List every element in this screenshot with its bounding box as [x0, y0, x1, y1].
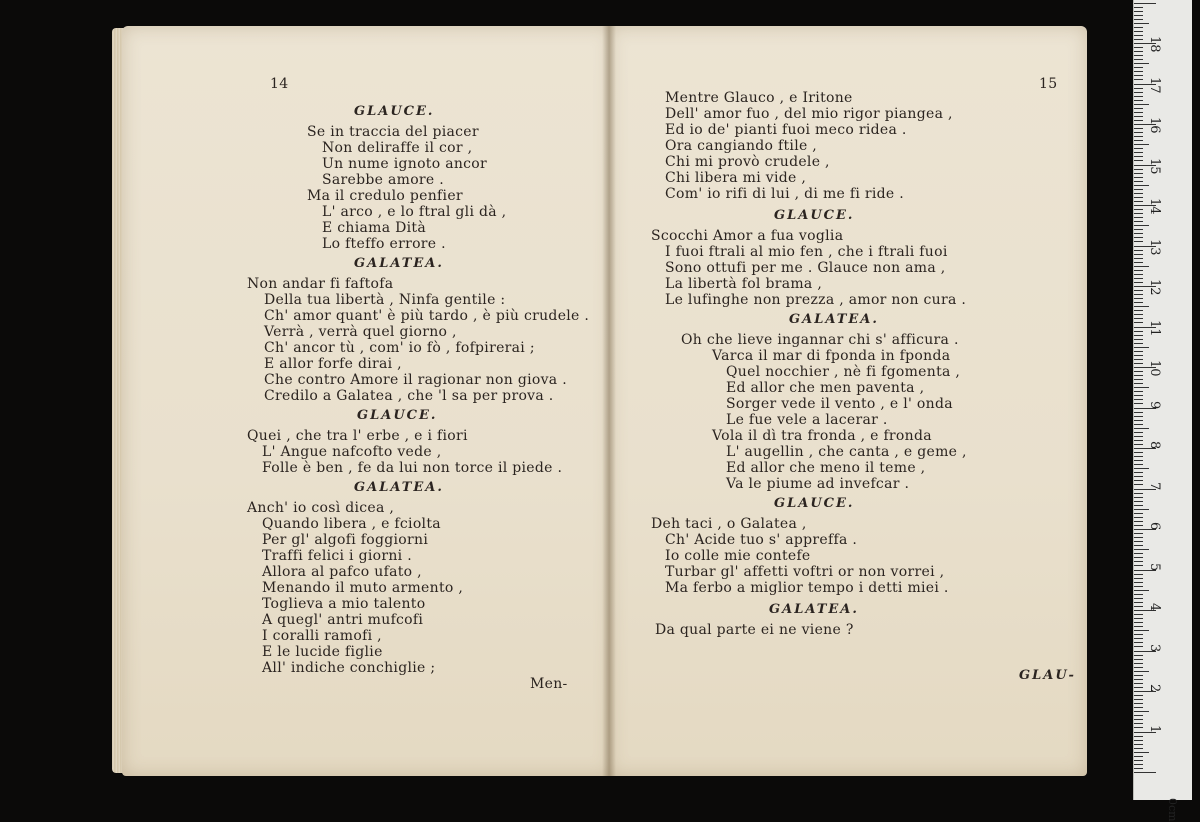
verse-line: Oh che lieve ingannar chi s' afficura .: [681, 332, 959, 348]
verse-line: Anch' io così dicea ,: [247, 500, 395, 516]
open-book: [112, 18, 1087, 778]
ruler-tick: [1134, 79, 1143, 80]
ruler-tick: [1134, 638, 1143, 639]
verse-line: I coralli ramofi ,: [262, 628, 382, 644]
ruler-tick: [1134, 533, 1143, 534]
verse-line: Che contro Amore il ragionar non giova .: [264, 372, 567, 388]
ruler-tick: [1134, 363, 1143, 364]
ruler-tick: [1134, 383, 1143, 384]
verse-line: Toglieva a mio talento: [262, 596, 426, 612]
ruler-tick: [1134, 472, 1143, 473]
verse-line: Sorger vede il vento , e l' onda: [726, 396, 953, 412]
ruler-tick: [1134, 132, 1143, 133]
ruler-tick: [1134, 513, 1143, 514]
ruler-number: 17: [1147, 76, 1162, 94]
ruler-number: 7: [1147, 481, 1162, 490]
ruler-tick: [1134, 602, 1143, 603]
ruler-tick: [1134, 302, 1143, 303]
ruler-tick: [1134, 525, 1143, 526]
ruler-tick: [1134, 185, 1149, 186]
ruler-tick: [1134, 112, 1143, 113]
ruler-tick: [1134, 683, 1143, 684]
ruler-tick: [1134, 71, 1143, 72]
left-page: [122, 26, 612, 776]
ruler-tick: [1134, 128, 1143, 129]
ruler-tick: [1134, 15, 1143, 16]
page-number: 14: [270, 76, 289, 92]
ruler-tick: [1134, 282, 1143, 283]
verse-line: Allora al pafco ufato ,: [262, 564, 422, 580]
ruler-number: 2: [1147, 684, 1162, 693]
ruler-tick: [1134, 606, 1143, 607]
verse-line: L' Angue nafcofto vede ,: [262, 444, 442, 460]
ruler-number: 12: [1147, 279, 1162, 296]
ruler-tick: [1134, 229, 1143, 230]
verse-line: Deh taci , o Galatea ,: [651, 516, 807, 532]
ruler-number: 18: [1147, 36, 1162, 53]
ruler-tick: [1134, 387, 1149, 388]
verse-line: A quegl' antri mufcofi: [262, 612, 424, 628]
ruler-tick: [1134, 11, 1143, 12]
ruler-tick: [1134, 752, 1149, 753]
ruler-tick: [1134, 96, 1143, 97]
ruler-tick: [1134, 768, 1143, 769]
page-number: 15: [1039, 76, 1058, 92]
verse-line: Ed allor che men paventa ,: [726, 380, 925, 396]
ruler-tick: [1134, 310, 1143, 311]
ruler-tick: [1134, 622, 1143, 623]
ruler-tick: [1134, 614, 1143, 615]
ruler-tick: [1134, 476, 1143, 477]
ruler-tick: [1134, 509, 1149, 510]
ruler-tick: [1134, 630, 1149, 631]
ruler-tick: [1134, 339, 1143, 340]
ruler-tick: [1134, 331, 1143, 332]
ruler-tick: [1134, 274, 1143, 275]
ruler-tick: [1134, 659, 1143, 660]
ruler-tick: [1134, 444, 1143, 445]
verse-line: Io colle mie contefe: [665, 548, 811, 564]
verse-line: La libertà fol brama ,: [665, 276, 823, 292]
verse-line: Da qual parte ei ne viene ?: [655, 622, 854, 638]
ruler-tick: [1134, 744, 1143, 745]
ruler-tick: [1134, 764, 1143, 765]
ruler-tick: [1134, 197, 1143, 198]
ruler-tick: [1134, 63, 1149, 64]
ruler-number: 9: [1147, 400, 1162, 409]
ruler-tick: [1134, 104, 1149, 105]
verse-line: L' augellin , che canta , e geme ,: [726, 444, 967, 460]
ruler-tick: [1134, 221, 1143, 222]
ruler-tick: [1134, 217, 1143, 218]
ruler-tick: [1134, 201, 1143, 202]
ruler-tick: [1134, 703, 1143, 704]
measuring-ruler: [1133, 0, 1192, 822]
verse-line: Chi libera mi vide ,: [665, 170, 807, 186]
catchword: GLAU-: [1019, 668, 1076, 683]
ruler-tick: [1134, 740, 1143, 741]
verse-line: Le fue vele a lacerar .: [726, 412, 888, 428]
ruler-tick: [1134, 225, 1149, 226]
verse-line: Credilo a Galatea , che 'l sa per prova .: [264, 388, 554, 404]
verse-line: Quando libera , e fciolta: [262, 516, 441, 532]
ruler-tick: [1134, 23, 1149, 24]
ruler-tick: [1134, 75, 1143, 76]
ruler-tick: [1134, 484, 1143, 485]
ruler-tick: [1134, 505, 1143, 506]
ruler-tick: [1134, 59, 1143, 60]
ruler-tick: [1134, 565, 1143, 566]
ruler-tick: [1134, 699, 1143, 700]
verse-line: Scocchi Amor a fua voglia: [651, 228, 844, 244]
ruler-number: 1: [1147, 724, 1162, 733]
ruler-tick: [1134, 634, 1143, 635]
ruler-tick: [1134, 464, 1143, 465]
ruler-tick: [1134, 156, 1143, 157]
ruler-tick: [1134, 756, 1143, 757]
ruler-tick: [1134, 322, 1143, 323]
ruler-tick: [1134, 27, 1143, 28]
ruler-tick: [1134, 578, 1143, 579]
ruler-tick: [1134, 140, 1143, 141]
verse-line: L' arco , e lo ftral gli dà ,: [322, 204, 507, 220]
verse-line: Le lufinghe non prezza , amor non cura .: [665, 292, 967, 308]
ruler-tick: [1134, 748, 1143, 749]
ruler-tick: [1134, 290, 1143, 291]
book-gutter: [602, 26, 616, 776]
ruler-tick: [1134, 549, 1149, 550]
ruler-tick: [1134, 160, 1143, 161]
verse-line: Per gl' algofi foggiorni: [262, 532, 429, 548]
speaker-heading: GALATEA.: [769, 602, 859, 617]
ruler-tick: [1134, 144, 1149, 145]
ruler-tick: [1134, 428, 1149, 429]
ruler-tick: [1134, 399, 1143, 400]
ruler-tick: [1134, 120, 1143, 121]
verse-line: Lo fteffo errore .: [322, 236, 446, 252]
ruler-tick: [1134, 436, 1143, 437]
ruler-tick: [1134, 760, 1143, 761]
ruler-tick: [1134, 424, 1143, 425]
ruler-tick: [1134, 181, 1143, 182]
ruler-tick: [1134, 3, 1156, 4]
ruler-number: 15: [1147, 157, 1162, 175]
ruler-tick: [1134, 266, 1149, 267]
ruler-tick: [1134, 521, 1143, 522]
ruler-number: 8: [1147, 441, 1162, 450]
verse-line: Ma ferbo a miglior tempo i detti miei .: [665, 580, 949, 596]
ruler-tick: [1134, 403, 1143, 404]
verse-line: Quei , che tra l' erbe , e i fiori: [247, 428, 468, 444]
ruler-tick: [1134, 594, 1143, 595]
ruler-tick: [1134, 148, 1143, 149]
ruler-tick: [1134, 719, 1143, 720]
verse-line: Chi mi provò crudele ,: [665, 154, 830, 170]
ruler-tick: [1134, 452, 1143, 453]
ruler-tick: [1134, 335, 1143, 336]
ruler-tick: [1134, 557, 1143, 558]
speaker-heading: GALATEA.: [789, 312, 879, 327]
ruler-tick: [1134, 642, 1143, 643]
ruler-tick: [1134, 343, 1143, 344]
verse-line: Sarebbe amore .: [322, 172, 445, 188]
ruler-tick: [1134, 711, 1149, 712]
ruler-number: 10: [1147, 360, 1162, 377]
ruler-tick: [1134, 19, 1143, 20]
verse-line: Traffi felici i giorni .: [262, 548, 412, 564]
verse-line: Ch' Acide tuo s' appreffa .: [665, 532, 858, 548]
ruler-tick: [1134, 723, 1143, 724]
ruler-tick: [1134, 727, 1143, 728]
verse-line: Se in traccia del piacer: [307, 124, 479, 140]
ruler-tick: [1134, 108, 1143, 109]
ruler-number: 4: [1147, 603, 1162, 612]
ruler-tick: [1134, 646, 1143, 647]
ruler-tick: [1134, 213, 1143, 214]
ruler-tick: [1134, 51, 1143, 52]
ruler-tick: [1134, 116, 1143, 117]
ruler-tick: [1134, 391, 1143, 392]
ruler-tick: [1134, 460, 1143, 461]
verse-line: Sono ottufi per me . Glauce non ama ,: [665, 260, 946, 276]
ruler-tick: [1134, 298, 1143, 299]
ruler-tick: [1134, 67, 1143, 68]
ruler-tick: [1134, 258, 1143, 259]
speaker-heading: GALATEA.: [354, 256, 444, 271]
ruler-tick: [1134, 695, 1143, 696]
ruler-tick: [1134, 314, 1143, 315]
ruler-tick: [1134, 379, 1143, 380]
verse-line: Ora cangiando ftile ,: [665, 138, 818, 154]
ruler-tick: [1134, 456, 1143, 457]
ruler-tick: [1134, 262, 1143, 263]
verse-line: Non andar fi faftofa: [247, 276, 394, 292]
ruler-tick: [1134, 347, 1149, 348]
verse-line: Com' io rifi di lui , di me fi ride .: [665, 186, 904, 202]
right-page: [609, 26, 1087, 776]
ruler-tick: [1134, 582, 1143, 583]
ruler-tick: [1134, 7, 1143, 8]
ruler-tick: [1134, 736, 1143, 737]
verse-line: E le lucide figlie: [262, 644, 383, 660]
ruler-tick: [1134, 501, 1143, 502]
ruler-tick: [1134, 278, 1143, 279]
ruler-tick: [1134, 655, 1143, 656]
ruler-tick: [1134, 687, 1143, 688]
verse-line: Menando il muto armento ,: [262, 580, 464, 596]
ruler-number: 3: [1147, 643, 1162, 652]
verse-line: Varca il mar di fponda in fponda: [712, 348, 951, 364]
ruler-tick: [1134, 671, 1149, 672]
ruler-tick: [1134, 173, 1143, 174]
verse-line: I fuoi ftrali al mio fen , che i ftrali fuoi: [665, 244, 948, 260]
verse-line: Ed io de' pianti fuoi meco ridea .: [665, 122, 907, 138]
ruler-number: 6: [1147, 522, 1162, 531]
verse-line: E allor forfe dirai ,: [264, 356, 402, 372]
ruler-number: 11: [1147, 319, 1162, 337]
verse-line: Folle è ben , fe da lui non torce il piede .: [262, 460, 563, 476]
ruler-unit-label: 0cm: [1166, 798, 1179, 822]
ruler-tick: [1134, 351, 1143, 352]
ruler-tick: [1134, 371, 1143, 372]
ruler-tick: [1134, 598, 1143, 599]
ruler-tick: [1134, 395, 1143, 396]
verse-line: All' indiche conchiglie ;: [262, 660, 436, 676]
ruler-tick: [1134, 537, 1143, 538]
ruler-tick: [1134, 318, 1143, 319]
speaker-heading: GLAUCE.: [354, 104, 435, 119]
ruler-tick: [1134, 375, 1143, 376]
verse-line: Ch' ancor tù , com' io fò , fofpirerai ;: [264, 340, 535, 356]
ruler-tick: [1134, 663, 1143, 664]
ruler-tick: [1134, 359, 1143, 360]
ruler-tick: [1134, 152, 1143, 153]
verse-line: Non deliraffe il cor ,: [322, 140, 473, 156]
ruler-tick: [1134, 667, 1143, 668]
verse-line: Vola il dì tra fronda , e fronda: [712, 428, 932, 444]
verse-line: Verrà , verrà quel giorno ,: [264, 324, 457, 340]
speaker-heading: GALATEA.: [354, 480, 444, 495]
speaker-heading: GLAUCE.: [357, 408, 438, 423]
ruler-number: 13: [1147, 238, 1162, 256]
ruler-tick: [1134, 39, 1143, 40]
ruler-tick: [1134, 136, 1143, 137]
verse-line: E chiama Dità: [322, 220, 426, 236]
ruler-tick: [1134, 468, 1149, 469]
ruler-tick: [1134, 574, 1143, 575]
ruler-tick: [1134, 553, 1143, 554]
verse-line: Turbar gl' affetti voftri or non vorrei ,: [665, 564, 945, 580]
verse-line: Un nume ignoto ancor: [322, 156, 488, 172]
ruler-tick: [1134, 561, 1143, 562]
speaker-heading: GLAUCE.: [774, 496, 855, 511]
verse-line: Della tua libertà , Ninfa gentile :: [264, 292, 506, 308]
ruler-tick: [1134, 177, 1143, 178]
ruler-tick: [1134, 237, 1143, 238]
ruler-tick: [1134, 92, 1143, 93]
ruler-tick: [1134, 416, 1143, 417]
ruler-tick: [1134, 715, 1143, 716]
ruler-tick: [1134, 31, 1143, 32]
ruler-tick: [1134, 590, 1149, 591]
ruler-number: 5: [1147, 562, 1162, 571]
ruler-tick: [1134, 169, 1143, 170]
ruler-tick: [1134, 679, 1143, 680]
ruler-tick: [1134, 270, 1143, 271]
ruler-tick: [1134, 675, 1143, 676]
verse-line: Mentre Glauco , e Iritone: [665, 90, 853, 106]
ruler-number: 16: [1147, 117, 1162, 134]
ruler-tick: [1134, 432, 1143, 433]
ruler-tick: [1134, 35, 1143, 36]
ruler-tick: [1134, 189, 1143, 190]
ruler-tick: [1134, 545, 1143, 546]
ruler-tick: [1134, 250, 1143, 251]
catchword: Men-: [530, 676, 568, 692]
ruler-tick: [1134, 707, 1143, 708]
verse-line: Va le piume ad invefcar .: [726, 476, 910, 492]
ruler-tick: [1134, 772, 1156, 773]
ruler-tick: [1134, 626, 1143, 627]
ruler-tick: [1134, 306, 1149, 307]
verse-line: Quel nocchier , nè fi fgomenta ,: [726, 364, 961, 380]
verse-line: Ch' amor quant' è più tardo , è più crudele .: [264, 308, 590, 324]
ruler-tick: [1134, 209, 1143, 210]
ruler-tick: [1134, 517, 1143, 518]
ruler-tick: [1134, 88, 1143, 89]
ruler-tick: [1134, 294, 1143, 295]
ruler-tick: [1134, 254, 1143, 255]
ruler-tick: [1134, 355, 1143, 356]
verse-line: Ed allor che meno il teme ,: [726, 460, 926, 476]
verse-line: Ma il credulo penfier: [307, 188, 463, 204]
ruler-tick: [1134, 100, 1143, 101]
ruler-number: 14: [1147, 198, 1162, 215]
ruler-tick: [1134, 420, 1143, 421]
ruler-tick: [1134, 493, 1143, 494]
ruler-tick: [1134, 618, 1143, 619]
ruler-tick: [1134, 497, 1143, 498]
ruler-tick: [1134, 541, 1143, 542]
ruler-tick: [1134, 586, 1143, 587]
ruler-tick: [1134, 193, 1143, 194]
ruler-tick: [1134, 412, 1143, 413]
ruler-tick: [1134, 440, 1143, 441]
ruler-tick: [1134, 233, 1143, 234]
speaker-heading: GLAUCE.: [774, 208, 855, 223]
ruler-tick: [1134, 55, 1143, 56]
ruler-tick: [1134, 480, 1143, 481]
verse-line: Dell' amor fuo , del mio rigor piangea ,: [665, 106, 953, 122]
ruler-tick: [1134, 47, 1143, 48]
ruler-tick: [1134, 241, 1143, 242]
